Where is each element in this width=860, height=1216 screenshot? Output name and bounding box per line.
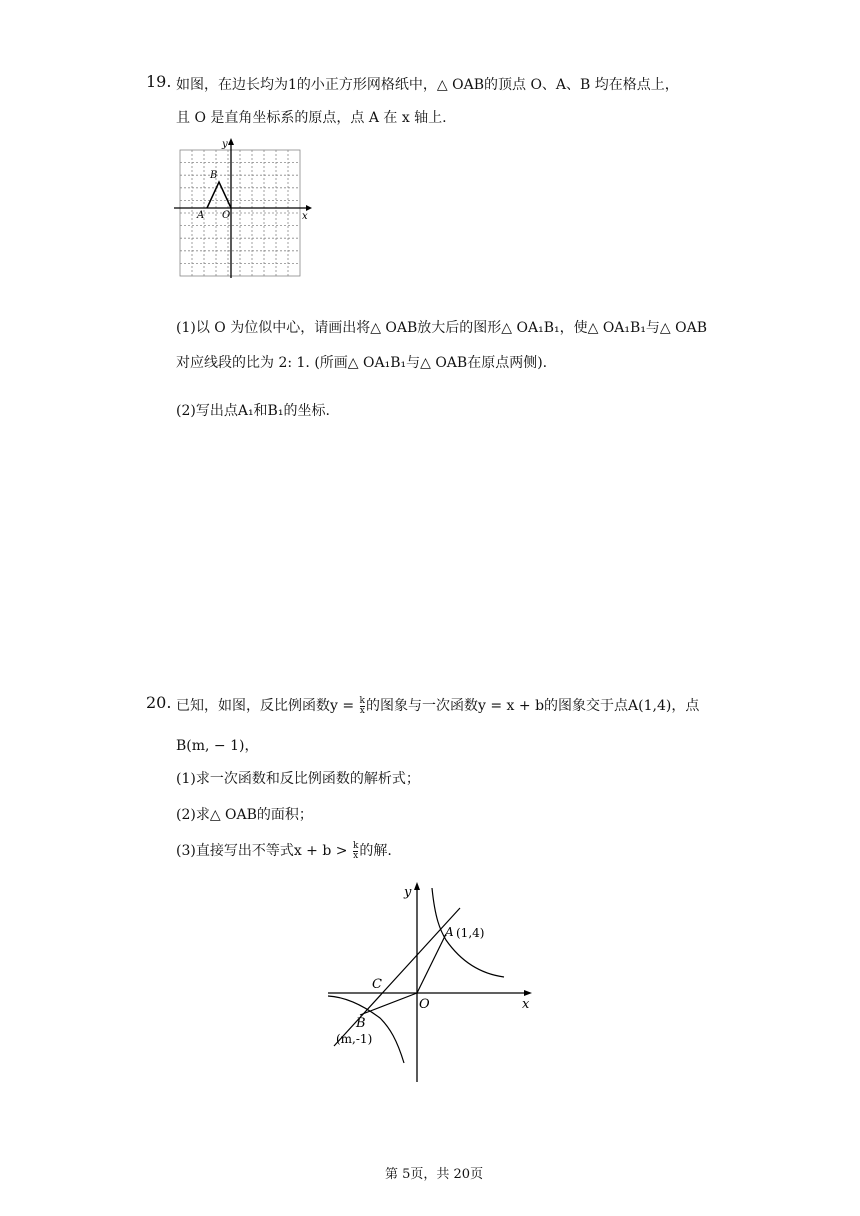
q20-part3 [176,840,392,861]
x-label: x [302,211,308,222]
segment-oa [417,934,446,993]
point-b-label: B [356,1016,366,1031]
point-b-label: B [210,170,218,181]
point-a-coordinates: (1,4) [456,926,485,940]
page-footer: 第 5页，共 20页 [385,1167,484,1182]
q19-number: 19. [146,72,172,91]
q19-part1-line1: (1)以 O 为位似中心，请画出将△ OAB放大后的图形△ OA₁B₁，使△ OA₁B₁与△ OAB [176,320,708,336]
q19-part1-line2: 对应线段的比为 2: 1. (所画△ OA₁B₁与△ OAB在原点两侧). [176,355,548,371]
q19-part2: (2)写出点A₁和B₁的坐标. [176,403,330,419]
q20-line2: B(m, − 1)， [176,738,259,754]
fraction-numerator: k [359,695,366,706]
y-arrow [414,882,420,890]
y-arrow [228,138,234,145]
fraction-numerator: k [352,840,359,851]
fraction-denominator: x [353,850,359,861]
point-o-label: O [222,210,231,221]
x-arrow [524,990,532,996]
q20-line1-end: 的图象与一次函数y = x + b的图象交于点A(1,4)，点 [366,698,700,714]
linear-function-line [334,908,460,1046]
q20-fraction [360,697,365,716]
q20-line1-start: 已知，如图，反比例函数y = [176,698,359,714]
segment-ob [360,993,417,1015]
q20-part3-fraction [353,842,358,861]
q20-part3-start: (3)直接写出不等式x + b > [176,843,352,859]
y-label: y [222,139,228,150]
q19-line1: 如图，在边长均为1的小正方形网格纸中，△ OAB的顶点 O、A、B 均在格点上， [176,77,679,93]
point-a-label: A [197,210,205,221]
q20-part2: (2)求△ OAB的面积； [176,807,313,823]
x-label: x [522,997,530,1012]
q20-number: 20. [146,693,172,712]
y-label: y [404,885,412,900]
point-b-coordinates: (m,-1) [336,1032,373,1046]
point-o-label: O [419,997,430,1012]
q19-grid-figure [172,138,312,283]
hyperbola-lower-branch [328,996,404,1063]
q20-part1: (1)求一次函数和反比例函数的解析式； [176,771,420,787]
point-c-label: C [372,977,382,992]
q20-function-figure [322,878,542,1088]
point-a-label: A [445,925,454,939]
fraction-denominator: x [359,705,365,716]
triangle-oab [207,182,231,208]
q20-part3-end: 的解. [359,843,392,859]
q19-line2: 且 O 是直角坐标系的原点，点 A 在 x 轴上. [176,110,447,126]
q20-line1 [176,695,699,716]
